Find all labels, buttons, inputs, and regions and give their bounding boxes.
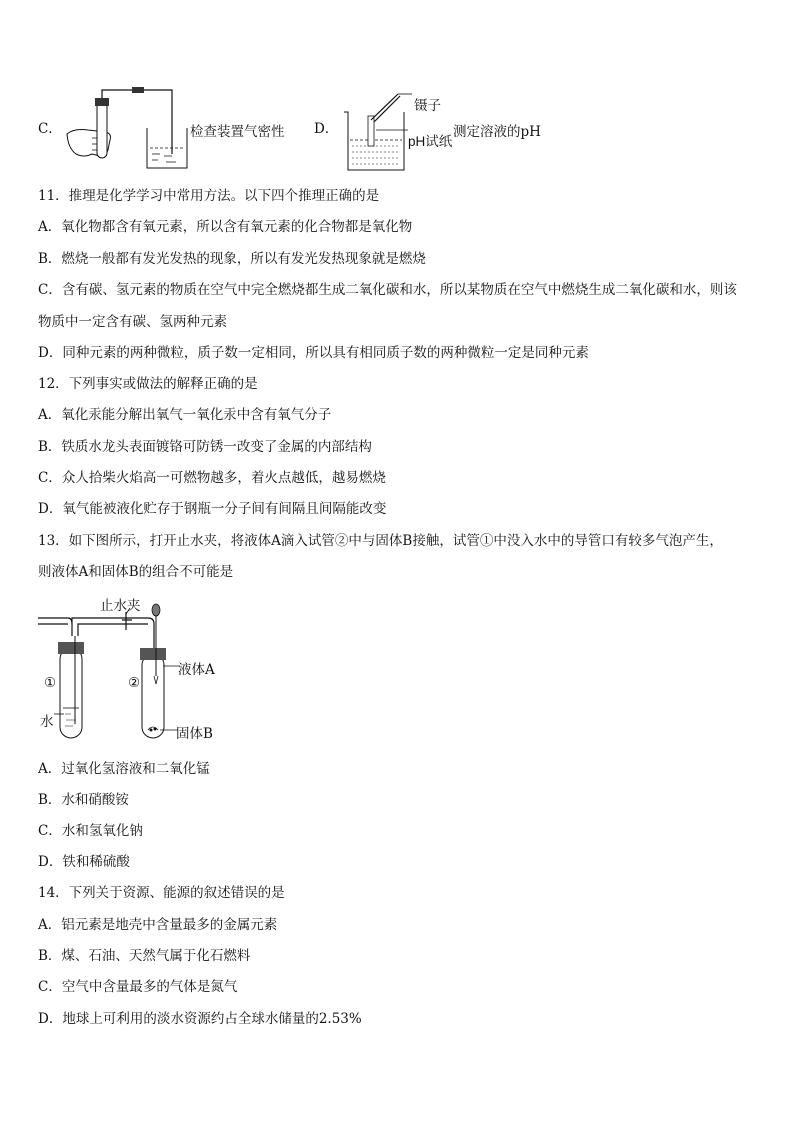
q13-option-a: A．过氧化氢溶液和二氧化锰	[38, 761, 210, 777]
q12-option-d: D．氧气能被液化贮存于钢瓶一分子间有间隔且间隔能改变	[38, 501, 387, 517]
q14-option-b: B．煤、石油、天然气属于化石燃料	[38, 948, 251, 964]
q12-option-c: C．众人拾柴火焰高一可燃物越多，着火点越低，越易燃烧	[38, 470, 386, 486]
option-d-label: D．	[314, 121, 339, 137]
q11-option-d: D．同种元素的两种微粒，质子数一定相同，所以具有相同质子数的两种微粒一定是同种元素	[38, 345, 589, 361]
q14-option-c: C．空气中含量最多的气体是氮气	[38, 979, 238, 995]
water-label: 水	[40, 714, 54, 730]
q14-option-d: D．地球上可利用的淡水资源约占全球水储量的2.53%	[38, 1011, 362, 1027]
q11-option-a: A．氧化物都含有氧元素，所以含有氧元素的化合物都是氧化物	[38, 219, 413, 235]
q11-option-c-line1: C．含有碳、氢元素的物质在空气中完全燃烧都生成二氧化碳和水，所以某物质在空气中燃烧生成二氧化碳和水，则该	[38, 282, 737, 298]
ph-paper-label: pH试纸	[408, 134, 453, 149]
q13-stem-line1: 13．如下图所示，打开止水夹，将液体A滴入试管②中与固体B接触，试管①中没入水中的导管口有较多气泡产生，	[38, 533, 723, 549]
tube1-label: ①	[44, 675, 57, 691]
q12-option-a: A．氧化汞能分解出氧气一氧化汞中含有氧气分子	[38, 407, 332, 423]
q11-option-c-line2: 物质中一定含有碳、氢两种元素	[38, 314, 227, 330]
solid-b-label: 固体B	[176, 726, 213, 742]
q11-stem: 11．推理是化学学习中常用方法。以下四个推理正确的是	[38, 188, 380, 204]
liquid-a-label: 液体A	[178, 662, 215, 678]
q13-stem-line2: 则液体A和固体B的组合不可能是	[38, 564, 234, 580]
q12-option-b: B．铁质水龙头表面镀铬可防锈一改变了金属的内部结构	[38, 439, 372, 455]
q12-stem: 12．下列事实或做法的解释正确的是	[38, 376, 258, 392]
q13-option-c: C．水和氢氧化钠	[38, 823, 143, 839]
option-c-caption: 检查装置气密性	[190, 124, 285, 140]
airtightness-apparatus-figure	[62, 84, 192, 174]
tweezers-label: 镊子	[414, 98, 441, 114]
q11-option-b: B．燃烧一般都有发光发热的现象，所以有发光发热现象就是燃烧	[38, 251, 426, 267]
option-d-caption: 测定溶液的pH	[453, 124, 541, 140]
option-c-label: C．	[38, 121, 62, 137]
tube2-label: ②	[128, 675, 141, 691]
q13-option-b: B．水和硝酸铵	[38, 792, 129, 808]
clamp-label: 止水夹	[100, 598, 141, 614]
q13-option-d: D．铁和稀硫酸	[38, 854, 130, 870]
q14-stem: 14．下列关于资源、能源的叙述错误的是	[38, 885, 285, 901]
q14-option-a: A．铝元素是地壳中含量最多的金属元素	[38, 917, 278, 933]
